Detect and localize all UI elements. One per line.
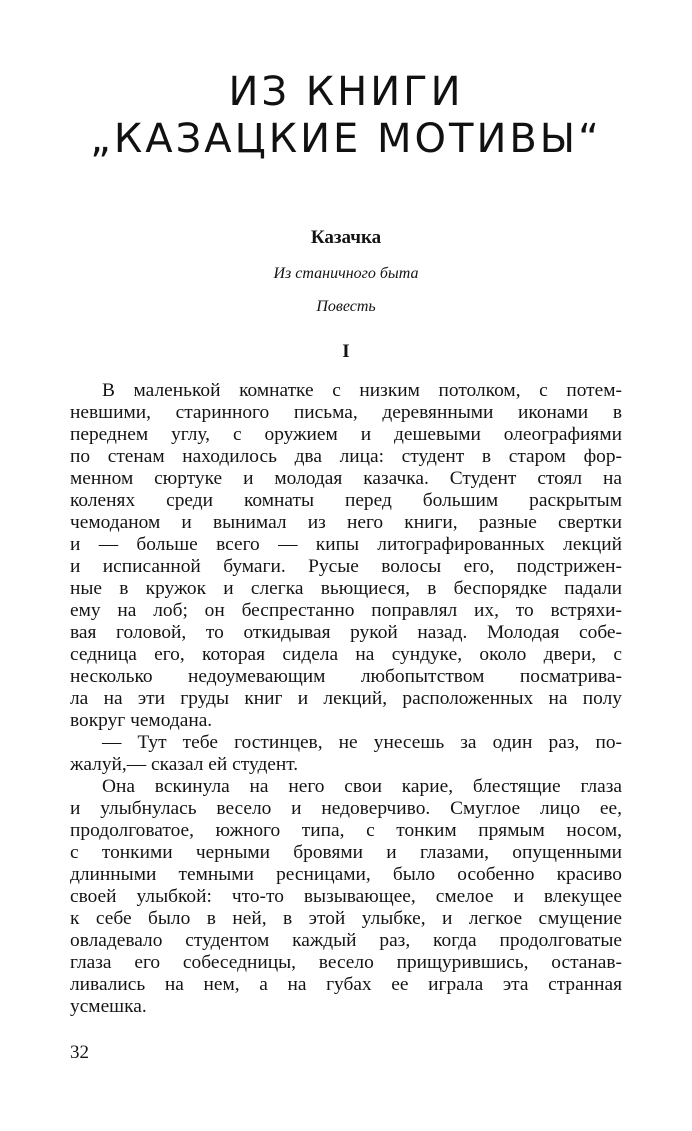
- text-line: вая головой, то откидывая рукой назад. Молодая собе-: [70, 622, 622, 643]
- page-number: 32: [70, 1042, 89, 1063]
- text-line: В маленькой комнатке с низким потолком, с потем-: [102, 380, 622, 401]
- text-line: овладевало студентом каждый раз, когда продолговатые: [70, 930, 622, 951]
- text-line: — Тут тебе гостинцев, не унесешь за один раз, по-: [102, 732, 622, 753]
- story-subtitle: Из станичного быта: [273, 265, 419, 282]
- text-line: по стенам находилось два лица: студент в старом фор-: [70, 446, 622, 467]
- text-line: менном сюртуке и молодая казачка. Студент стоял на: [70, 468, 622, 489]
- text-line: своей улыбкой: что-то вызывающее, смелое и влекущее: [70, 886, 622, 907]
- text-line: ла на эти груды книг и лекций, расположенных на полу: [70, 688, 622, 709]
- text-line: вокруг чемодана.: [70, 710, 213, 731]
- story-genre: Повесть: [316, 298, 376, 315]
- chapter-number: I: [342, 341, 350, 362]
- text-line: седница его, которая сидела на сундуке, около двери, с: [70, 644, 622, 665]
- body-text: [70, 380, 622, 1018]
- text-line: коленях среди комнаты перед большим раскрытым: [70, 490, 622, 511]
- text-line: и — больше всего — кипы литографированных лекций: [70, 534, 622, 555]
- text-line: ные в кружок и слегка вьющиеся, в беспорядке падали: [70, 578, 622, 599]
- text-line: усмешка.: [70, 996, 147, 1017]
- text-line: и улыбнулась весело и недоверчиво. Смуглое лицо ее,: [70, 798, 622, 819]
- text-line: и исписанной бумаги. Русые волосы его, подстрижен-: [70, 556, 622, 577]
- book-title-line-2: „КАЗАЦКИЕ МОТИВЫ“: [90, 116, 602, 162]
- text-line: с тонкими черными бровями и глазами, опущенными: [70, 842, 622, 863]
- text-line: невшими, старинного письма, деревянными иконами в: [70, 402, 622, 423]
- story-title: Казачка: [310, 227, 382, 248]
- text-line: жалуй,— сказал ей студент.: [70, 754, 299, 775]
- text-line: ему на лоб; он беспрестанно поправлял их, то встряхи-: [70, 600, 622, 621]
- text-line: продолговатое, южного типа, с тонким прямым носом,: [70, 820, 622, 841]
- text-line: длинными темными ресницами, было особенно красиво: [70, 864, 622, 885]
- text-line: Она вскинула на него свои карие, блестящие глаза: [102, 776, 622, 797]
- book-title-line-1: ИЗ КНИГИ: [228, 69, 464, 115]
- text-line: несколько недоумевающим любопытством посматрива-: [70, 666, 622, 687]
- text-line: чемоданом и вынимал из него книги, разные свертки: [70, 512, 622, 533]
- text-line: к себе было в ней, в этой улыбке, и легкое смущение: [70, 908, 622, 929]
- text-line: ливались на нем, а на губах ее играла эта странная: [70, 974, 622, 995]
- text-line: глаза его собеседницы, весело прищурившись, останав-: [70, 952, 622, 973]
- text-line: переднем углу, с оружием и дешевыми олеографиями: [70, 424, 622, 445]
